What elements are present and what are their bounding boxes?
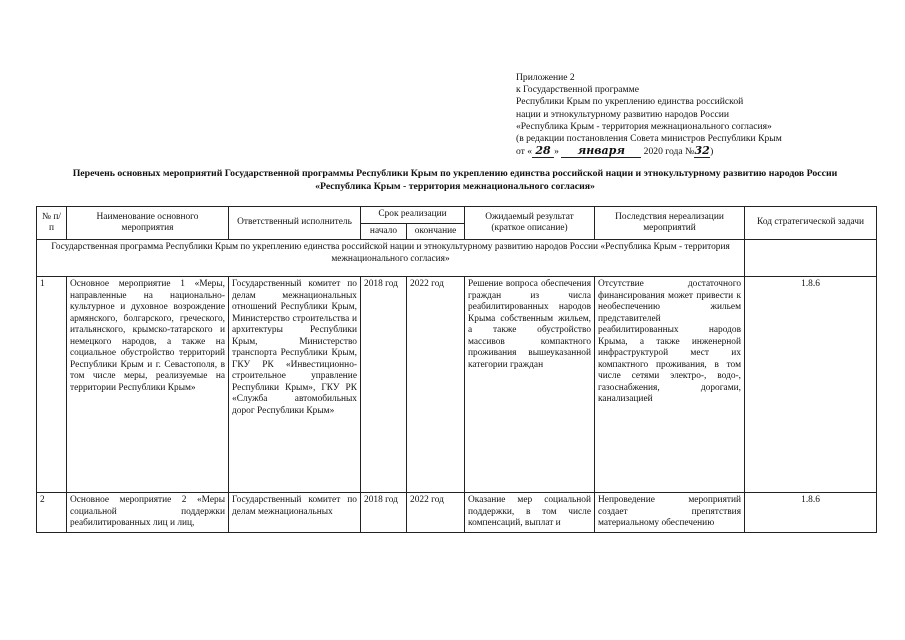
program-code-cell — [745, 240, 877, 277]
program-title-cell: Государственная программа Республики Крым по укреплению единства российской нации и этнокультурному развитию народов России «Республика Крым - территория межнационального согласия» — [37, 240, 745, 277]
date-suffix: ) — [710, 146, 714, 158]
header-num: № п/п — [37, 207, 67, 240]
row-end: 2022 год — [407, 277, 465, 493]
program-row — [37, 240, 877, 277]
row-executor: Государственный комитет по делам межнациональных — [229, 493, 361, 533]
appendix-date-line — [516, 145, 782, 158]
date-year: 2020 года № — [643, 146, 695, 158]
appendix-line: «Республика Крым - территория межнационального согласия» — [516, 120, 772, 132]
row-start: 2018 год — [361, 493, 407, 533]
appendix-line: к Государственной программе — [516, 84, 639, 96]
table-row — [37, 277, 877, 493]
header-end: окончание — [407, 223, 465, 240]
row-num: 2 — [37, 493, 67, 533]
header-consequences: Последствия нереализации мероприятий — [595, 207, 745, 240]
row-start: 2018 год — [361, 277, 407, 493]
appendix-line: (в редакции постановления Совета министров Республики Крым — [516, 133, 782, 145]
header-executor: Ответственный исполнитель — [229, 207, 361, 240]
header-result: Ожидаемый результат (краткое описание) — [465, 207, 595, 240]
header-name: Наименование основного мероприятия — [67, 207, 229, 240]
row-result: Оказание мер социальной поддержки, в том числе компенсаций, выплат и — [465, 493, 595, 533]
handwritten-month: января — [561, 145, 641, 158]
row-consequences: Отсутствие достаточного финансирования может привести к необеспечению жильем представителей реабилитированных народов Крыма, а также инженерной инфраструктурой мест их компактного проживания, в том числе сетями электро-, водо-, газоснабжения, дорогами, канализацией — [595, 277, 745, 493]
row-name: Основное мероприятие 1 «Меры, направленные на национально-культурное и духовное возрождение армянского, болгарского, греческого, итальянского, крымско-татарского и немецкого народов, а также на социальное обустройство территорий Республики Крым и г. Севастополя, в том числе меры, реализуемые на территории Республики Крым» — [67, 277, 229, 493]
appendix-line: Республики Крым по укреплению единства российской — [516, 96, 744, 108]
document-title: Перечень основных мероприятий Государственной программы Республики Крым по укреплению единства российской нации и этнокультурному развитию народов России «Республика Крым - территория межнационального согласия» — [72, 168, 838, 192]
header-code: Код стратегической задачи — [745, 207, 877, 240]
table-row — [37, 493, 877, 533]
row-num: 1 — [37, 277, 67, 493]
row-consequences: Непроведение мероприятий создает препятствия материальному обеспечению — [595, 493, 745, 533]
date-prefix: от « — [516, 146, 533, 158]
measures-table — [36, 206, 877, 533]
handwritten-day: 28 — [532, 145, 554, 158]
row-name: Основное мероприятие 2 «Меры социальной поддержки реабилитированных лиц и лиц, — [67, 493, 229, 533]
date-mid: » — [554, 146, 559, 158]
header-row — [37, 207, 877, 224]
row-result: Решение вопроса обеспечения граждан из числа реабилитированных народов Крыма собственным жильем, а также обустройство массивов компактного проживания вышеуказанной категории граждан — [465, 277, 595, 493]
row-code: 1.8.6 — [745, 277, 877, 493]
appendix-line: нации и этнокультурному развитию народов России — [516, 108, 729, 120]
row-code: 1.8.6 — [745, 493, 877, 533]
appendix-block — [516, 72, 782, 158]
handwritten-number: 32 — [694, 144, 710, 158]
header-start: начало — [361, 223, 407, 240]
row-executor: Государственный комитет по делам межнациональных отношений Республики Крым, Министерство строительства и архитектуры Республики Крым, Министерство транспорта Республики Крым, ГКУ РК «Инвестиционно-строительное управление Республики Крым», ГКУ РК «Служба автомобильных дорог Республики Крым» — [229, 277, 361, 493]
header-period: Срок реализации — [361, 207, 465, 224]
appendix-line: Приложение 2 — [516, 72, 575, 83]
row-end: 2022 год — [407, 493, 465, 533]
